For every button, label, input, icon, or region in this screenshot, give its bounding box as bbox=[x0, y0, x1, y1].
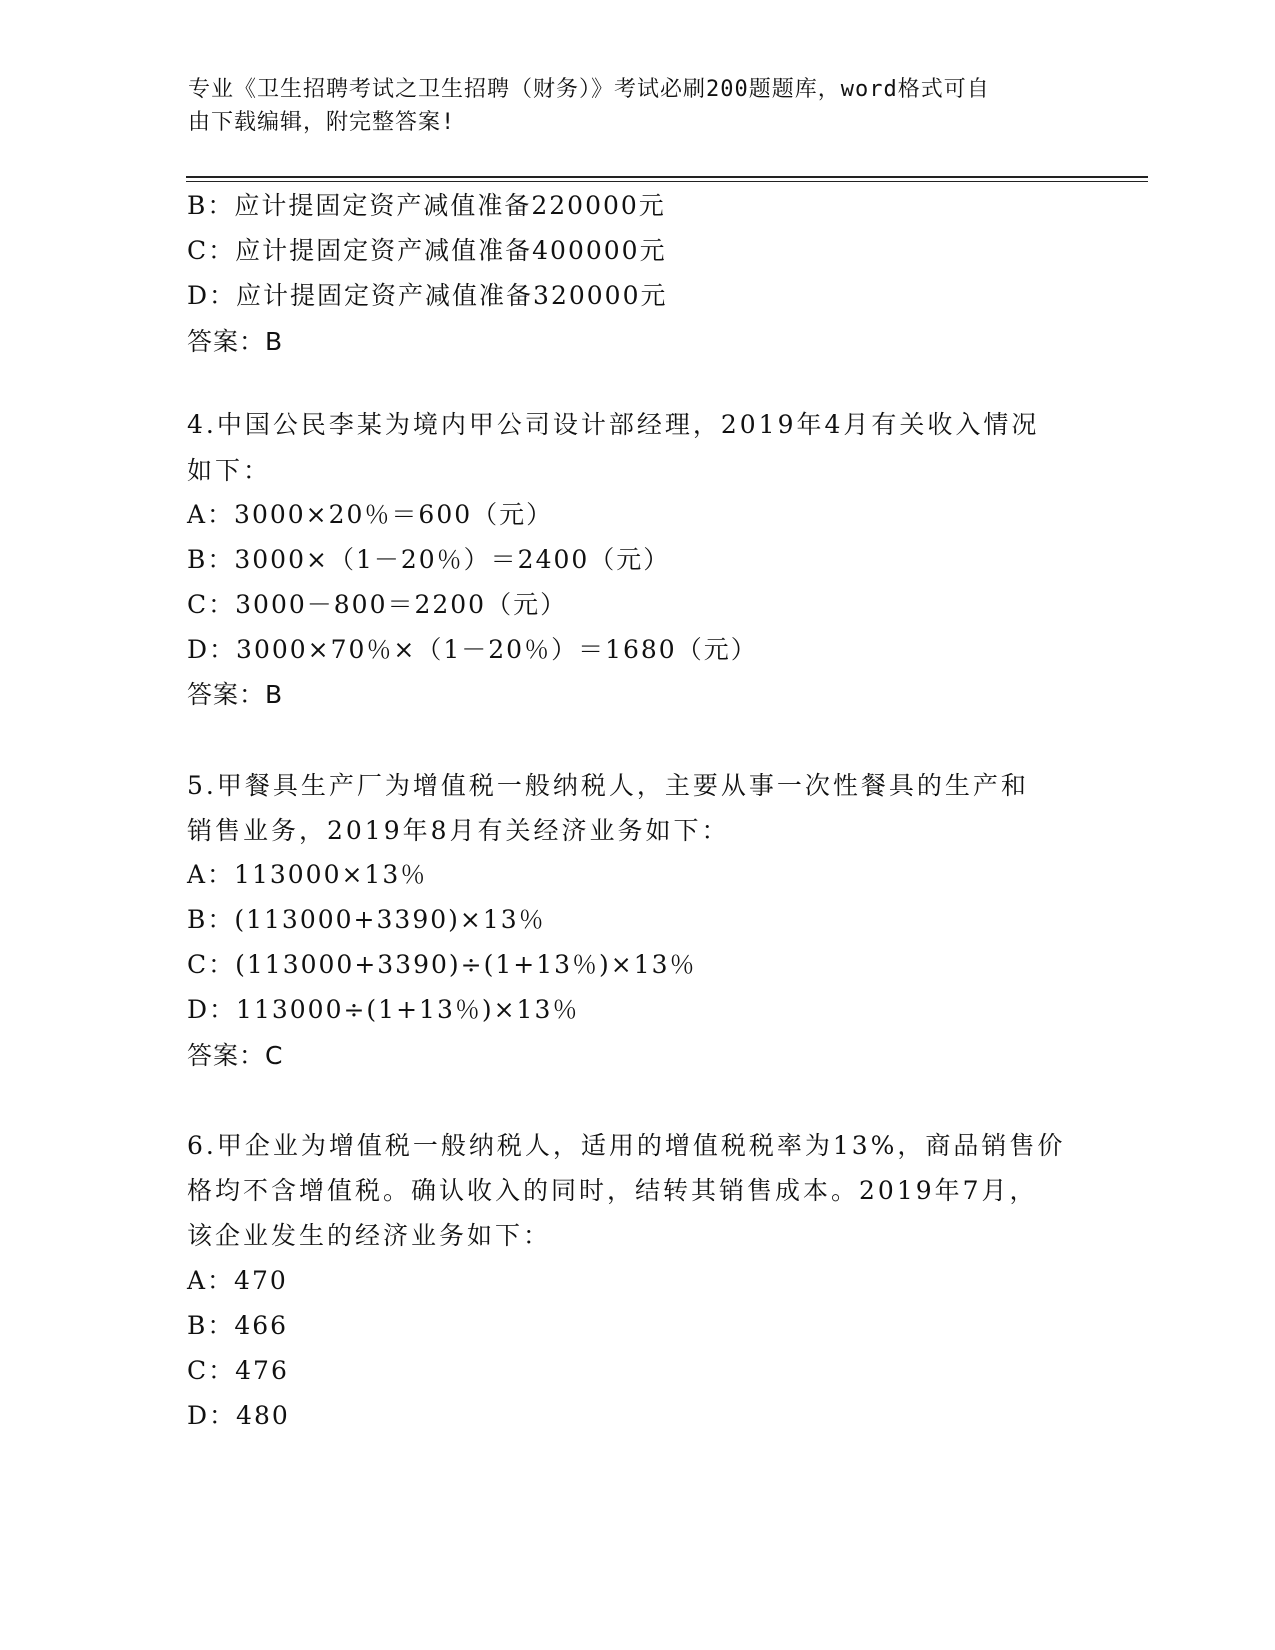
q4-option-c: C：3000－800＝2200（元） bbox=[187, 590, 568, 619]
q3-option-b: B：应计提固定资产减值准备220000元 bbox=[187, 191, 666, 220]
q5-stem-line-1: 5.甲餐具生产厂为增值税一般纳税人，主要从事一次性餐具的生产和 bbox=[187, 771, 1029, 800]
q4-option-a: A：3000×20％＝600（元） bbox=[187, 500, 554, 529]
q3-option-d: D：应计提固定资产减值准备320000元 bbox=[187, 281, 668, 310]
q6-stem-line-1: 6.甲企业为增值税一般纳税人，适用的增值税税率为13%，商品销售价 bbox=[187, 1131, 1066, 1160]
q6-stem-line-3: 该企业发生的经济业务如下： bbox=[187, 1221, 552, 1250]
q5-option-c: C：(113000+3390)÷(1+13％)×13％ bbox=[187, 950, 697, 979]
q3-answer: 答案：B bbox=[187, 327, 284, 356]
header-line-2: 由下载编辑，附完整答案! bbox=[188, 110, 456, 135]
q6-option-a: A：470 bbox=[187, 1266, 288, 1295]
q6-option-b: B：466 bbox=[187, 1311, 289, 1340]
q6-option-d: D：480 bbox=[187, 1401, 290, 1430]
header-line-1: 专业《卫生招聘考试之卫生招聘（财务）》考试必刷200题题库，word格式可自 bbox=[188, 77, 990, 102]
q4-stem-line-2: 如下： bbox=[187, 456, 272, 485]
q5-answer: 答案：C bbox=[187, 1041, 284, 1070]
q5-option-a: A：113000×13％ bbox=[187, 860, 428, 889]
q5-option-b: B：(113000+3390)×13％ bbox=[187, 905, 546, 934]
q6-option-c: C：476 bbox=[187, 1356, 289, 1385]
q6-stem-line-2: 格均不含增值税。确认收入的同时，结转其销售成本。2019年7月， bbox=[187, 1176, 1038, 1205]
q4-stem-line-1: 4.中国公民李某为境内甲公司设计部经理，2019年4月有关收入情况 bbox=[187, 410, 1040, 439]
q4-option-b: B：3000×（1－20％）＝2400（元） bbox=[187, 545, 671, 574]
q4-option-d: D：3000×70％×（1－20％）＝1680（元） bbox=[187, 635, 758, 664]
q5-option-d: D：113000÷(1+13％)×13％ bbox=[187, 995, 580, 1024]
document-header bbox=[188, 73, 1088, 139]
q4-answer: 答案：B bbox=[187, 680, 284, 709]
header-divider-thin bbox=[186, 181, 1148, 182]
q5-stem-line-2: 销售业务，2019年8月有关经济业务如下： bbox=[187, 816, 730, 845]
header-divider bbox=[186, 176, 1148, 178]
q3-option-c: C：应计提固定资产减值准备400000元 bbox=[187, 236, 667, 265]
